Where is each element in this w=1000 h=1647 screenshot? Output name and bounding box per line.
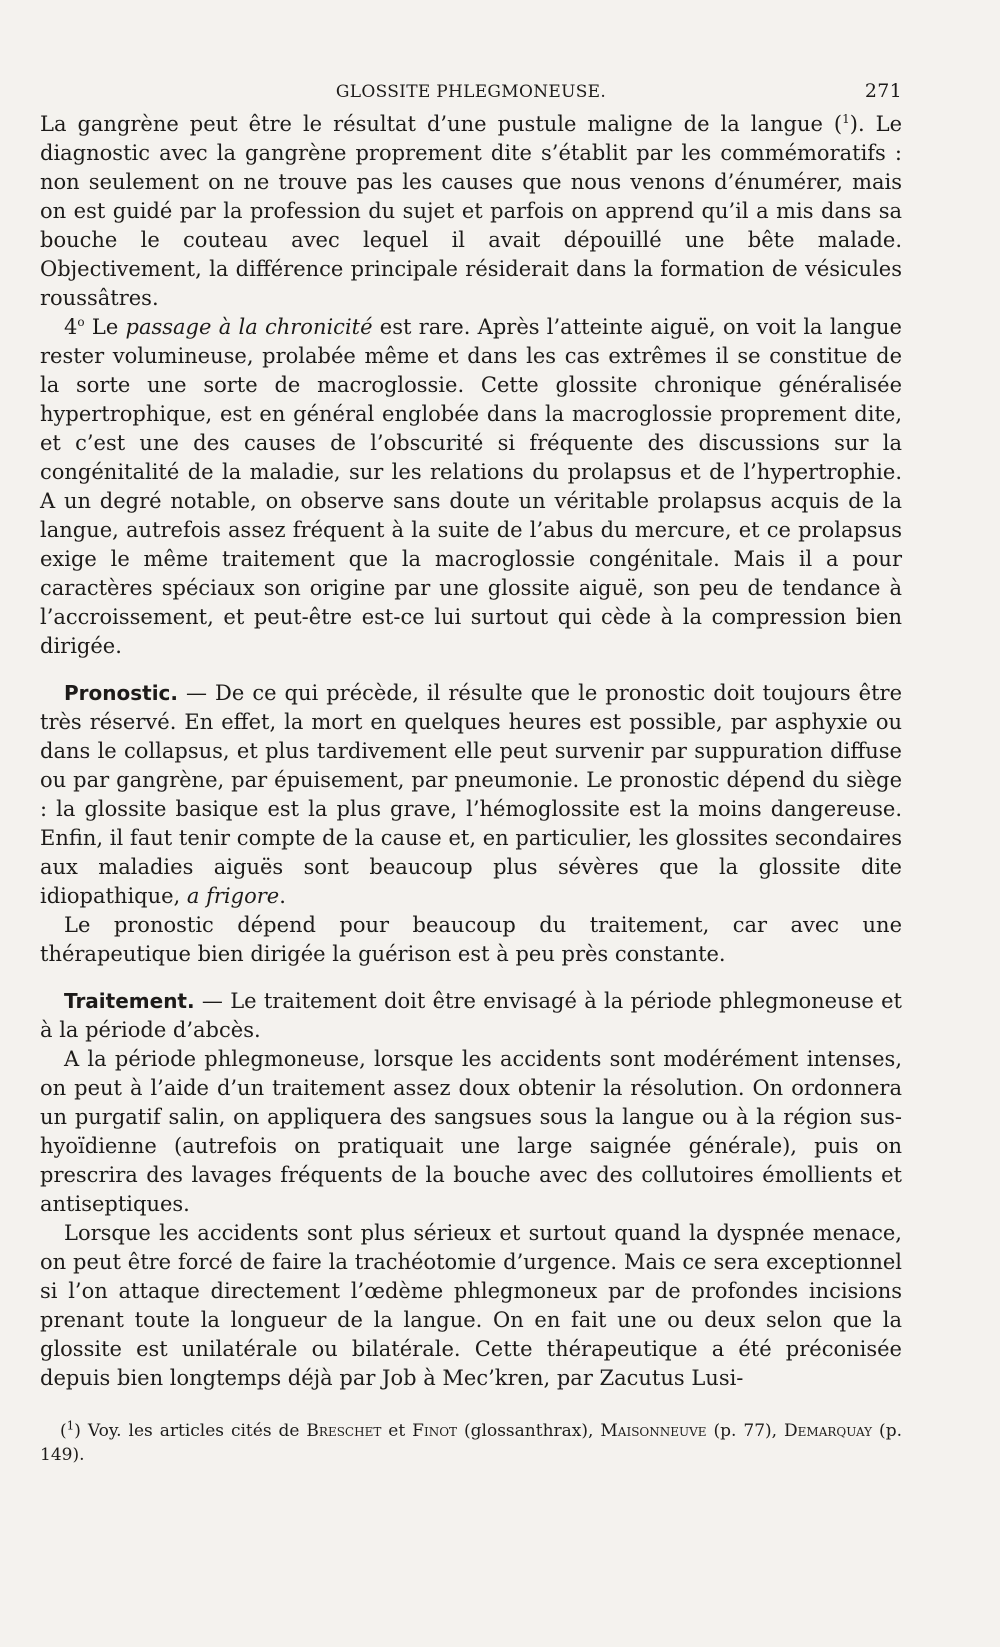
running-title: GLOSSITE PHLEGMONEUSE. bbox=[335, 82, 607, 102]
footnote-marker: ( bbox=[60, 1421, 67, 1441]
item-number: 4 bbox=[64, 315, 78, 339]
footnote-text: et bbox=[381, 1421, 413, 1441]
page-number: 271 bbox=[864, 80, 902, 102]
paragraph-chronicite bbox=[40, 313, 902, 661]
author-name: Breschet bbox=[306, 1421, 382, 1441]
paragraph-pronostic-traitement: Le pronostic dépend pour beaucoup du traitement, car avec une thérapeutique bien dirigée la guérison est à peu près constante. bbox=[40, 913, 902, 966]
paragraph-accidents-serieux: Lorsque les accidents sont plus sérieux et surtout quand la dyspnée menace, on peut être forcé de faire la trachéotomie d’urgence. Mais ce sera exceptionnel si l’on attaque directement l’œdème phlegmoneux par de profondes incisions prenant toute la longueur de la langue. On en fait une ou deux selon que la glossite est unilatérale ou bilatérale. Cette thérapeutique a été préconisée depuis bien longtemps déjà par Job à Mec’kren, par Zacutus Lusi- bbox=[40, 1221, 902, 1390]
author-name: Demarquay bbox=[784, 1421, 873, 1441]
paragraph-periode-phlegmoneuse: A la période phlegmoneuse, lorsque les accidents sont modérément intenses, on peut à l’aide d’un traitement assez doux obtenir la résolution. On ordonnera un purgatif salin, on appliquera des sangsues sous la langue ou à la région sus-hyoïdienne (autrefois on pratiquait une large saignée générale), puis on prescrira des lavages fréquents de la bouche avec des collutoires émollients et antiseptiques. bbox=[40, 1047, 902, 1216]
footnote-text: Voy. les articles cités de bbox=[80, 1421, 307, 1441]
author-name: Maisonneuve bbox=[600, 1421, 707, 1441]
footnote-text: (glossanthrax), bbox=[457, 1421, 601, 1441]
footnote-text: (p. 77), bbox=[706, 1421, 785, 1441]
italic-term: a frigore bbox=[186, 884, 280, 908]
document-page bbox=[40, 70, 902, 1467]
paragraph-text: est rare. Après l’atteinte aiguë, on voit la langue rester volumineuse, prolabée même et dans les cas extrêmes il se constitue de la sorte une sorte de macroglossie. Cette glossite chronique généralisée hypertrophique, est en général englobée dans la macroglossie proprement dite, et c’est une des causes de l’obscurité si fréquente des discussions sur la congénitalité de la maladie, sur les relations du prolapsus et de l’hypertrophie. A un degré notable, on observe sans doute un véritable prolapsus acquis de la langue, autrefois assez fréquent à la suite de l’abus du mercure, et ce prolapsus exige le même traitement que la macroglossie congénitale. Mais il a pour caractères spéciaux son origine par une glossite aiguë, son peu de tendance à l’accroissement, et peut-être est-ce lui surtout qui cède à la compression bien dirigée. bbox=[40, 315, 902, 658]
paragraph-text: — Le traitement doit être envisagé à la période phlegmoneuse et à la période d’abcès. bbox=[40, 989, 902, 1042]
footnote-ref: 1 bbox=[842, 112, 850, 126]
footnote-marker-number: 1 bbox=[66, 1418, 75, 1433]
paragraph-text: — De ce qui précède, il résulte que le pronostic doit toujours être très réservé. En effet, la mort en quelques heures est possible, par asphyxie ou dans le collapsus, et plus tardivement elle peut survenir par suppuration diffuse ou par gangrène, par épuisement, par pneumonie. Le pronostic dépend du siège : la glossite basique est la plus grave, l’hémoglossite est la moins dangereuse. Enfin, il faut tenir compte de la cause et, en particulier, les glossites secondaires aux maladies aiguës sont beaucoup plus sévères que la glossite dite idiopathique, bbox=[40, 681, 902, 908]
running-head bbox=[40, 70, 902, 110]
footnote-text: (p. 149). bbox=[40, 1421, 902, 1465]
paragraph-text: . bbox=[279, 884, 286, 908]
paragraph-text: ). Le diagnostic avec la gangrène proprement dite s’établit par les commémoratifs : non seulement on ne trouve pas les causes que nous venons d’énumérer, mais on est guidé par la profession du sujet et parfois on apprend qu’il a mis dans sa bouche le couteau avec lequel il avait dépouillé une bête malade. Objectivement, la différence principale résiderait dans la formation de vésicules roussâtres. bbox=[40, 112, 903, 310]
paragraph-pronostic bbox=[40, 679, 902, 911]
footnote-1 bbox=[40, 1419, 902, 1467]
item-number-suffix: o bbox=[77, 315, 85, 329]
footnote-marker: ) bbox=[74, 1421, 81, 1441]
paragraph-text: Le bbox=[84, 315, 126, 339]
section-heading-pronostic: Pronostic. bbox=[64, 681, 179, 705]
italic-term: passage à la chronicité bbox=[125, 315, 373, 339]
author-name: Finot bbox=[412, 1421, 458, 1441]
footnotes bbox=[40, 1419, 902, 1467]
paragraph-gangrene bbox=[40, 110, 902, 313]
paragraph-traitement bbox=[40, 987, 902, 1045]
paragraph-text: La gangrène peut être le résultat d’une pustule maligne de la langue ( bbox=[40, 112, 843, 136]
section-heading-traitement: Traitement. bbox=[64, 989, 195, 1013]
